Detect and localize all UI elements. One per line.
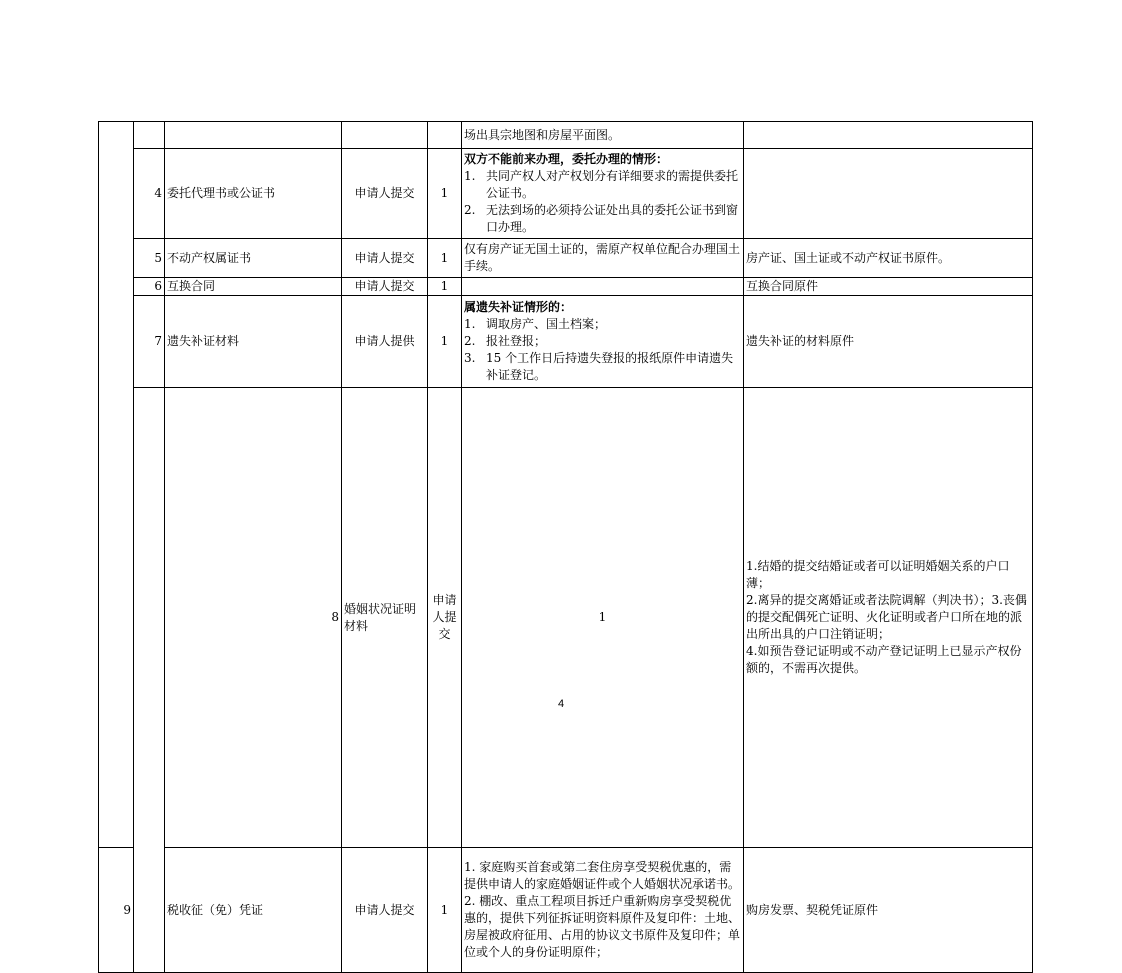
- material-name: 税收征（免）凭证: [165, 848, 342, 973]
- row-number: 4: [134, 149, 165, 239]
- requirement-cell: [462, 296, 744, 388]
- table-row: [99, 149, 1033, 239]
- list-item: [464, 350, 741, 384]
- material-quantity: 1: [462, 388, 744, 848]
- material-name: 不动产权属证书: [165, 239, 342, 278]
- material-quantity: 1: [428, 239, 462, 278]
- table-row: [99, 122, 1033, 149]
- list-item: [464, 202, 741, 236]
- item-text: 报社登报；: [486, 334, 547, 348]
- table-row: [99, 848, 1033, 973]
- material-source: 申请人提供: [342, 296, 428, 388]
- item-number: 1.: [464, 169, 476, 183]
- requirement-cell: [462, 149, 744, 239]
- material-source: 申请人提交: [342, 149, 428, 239]
- material-quantity: 1: [428, 278, 462, 296]
- material-source: [342, 122, 428, 149]
- group-cell: [134, 388, 165, 973]
- item-number: 3.: [464, 351, 476, 365]
- original-requirement: 遗失补证的材料原件: [744, 296, 1033, 388]
- material-source: 申请人提交: [342, 848, 428, 973]
- original-requirement: [744, 149, 1033, 239]
- original-requirement: 购房发票、契税凭证原件: [744, 848, 1033, 973]
- list-item: [464, 316, 741, 333]
- original-requirement: 互换合同原件: [744, 278, 1033, 296]
- original-requirement: [744, 122, 1033, 149]
- item-text: 调取房产、国土档案；: [486, 317, 607, 331]
- requirement-cell: [744, 388, 1033, 848]
- material-name: [165, 122, 342, 149]
- item-number: 2.: [464, 334, 476, 348]
- table-row: [99, 239, 1033, 278]
- material-name: 婚姻状况证明材料: [342, 388, 428, 848]
- table-row: [99, 296, 1033, 388]
- requirement-heading: 属遗失补证情形的：: [464, 300, 573, 314]
- material-quantity: 1: [428, 296, 462, 388]
- original-requirement: 房产证、国土证或不动产权证书原件。: [744, 239, 1033, 278]
- requirement-cell: [462, 848, 744, 973]
- page-number: 4: [557, 698, 565, 710]
- row-number: 8: [165, 388, 342, 848]
- materials-table: [98, 121, 1033, 973]
- row-number: 7: [134, 296, 165, 388]
- row-number: [134, 122, 165, 149]
- requirement-paragraph: 1. 家庭购买首套或第二套住房享受契税优惠的，需提供申请人的家庭婚姻证件或个人婚姻状况承诺书。: [464, 860, 741, 891]
- material-quantity: 1: [428, 848, 462, 973]
- requirement-paragraph: 1.结婚的提交结婚证或者可以证明婚姻关系的户口薄；: [746, 559, 1010, 590]
- requirement-text: [462, 278, 744, 296]
- list-item: [464, 168, 741, 202]
- requirement-paragraph: 4.如预告登记证明或不动产登记证明上已显示产权份额的，不需再次提供。: [746, 644, 1022, 675]
- requirement-heading: 双方不能前来办理，委托办理的情形：: [464, 152, 669, 166]
- material-name: 互换合同: [165, 278, 342, 296]
- material-quantity: [428, 122, 462, 149]
- requirement-list: [464, 168, 741, 236]
- requirement-text: 场出具宗地图和房屋平面图。: [462, 122, 744, 149]
- requirement-paragraph: 2. 棚改、重点工程项目拆迁户重新购房享受契税优惠的，提供下列征拆证明资料原件及复印件：土地、房屋被政府征用、占用的协议文书原件及复印件；单位或个人的身份证明原件；: [464, 894, 741, 959]
- material-quantity: 1: [428, 149, 462, 239]
- item-number: 1.: [464, 317, 476, 331]
- requirement-list: [464, 316, 741, 384]
- material-source: 申请人提交: [428, 388, 462, 848]
- item-text: 共同产权人对产权划分有详细要求的需提供委托公证书。: [486, 169, 739, 200]
- material-name: 遗失补证材料: [165, 296, 342, 388]
- row-number: 9: [99, 848, 134, 973]
- item-text: 无法到场的必须持公证处出具的委托公证书到窗口办理。: [486, 203, 739, 234]
- row-number: 6: [134, 278, 165, 296]
- material-source: 申请人提交: [342, 239, 428, 278]
- requirement-paragraph: 2.离异的提交离婚证或者法院调解（判决书）；3.丧偶的提交配偶死亡证明、火化证明或者户口所在地的派出所出具的户口注销证明；: [746, 593, 1027, 641]
- group-cell: [99, 122, 134, 848]
- material-source: 申请人提交: [342, 278, 428, 296]
- material-name: 委托代理书或公证书: [165, 149, 342, 239]
- item-number: 2.: [464, 203, 476, 217]
- item-text: 15 个工作日后持遗失登报的报纸原件申请遗失补证登记。: [486, 351, 734, 382]
- row-number: 5: [134, 239, 165, 278]
- requirement-text: 仅有房产证无国土证的，需原产权单位配合办理国土手续。: [462, 239, 744, 278]
- table-row: [99, 388, 1033, 848]
- table-row: [99, 278, 1033, 296]
- list-item: [464, 333, 741, 350]
